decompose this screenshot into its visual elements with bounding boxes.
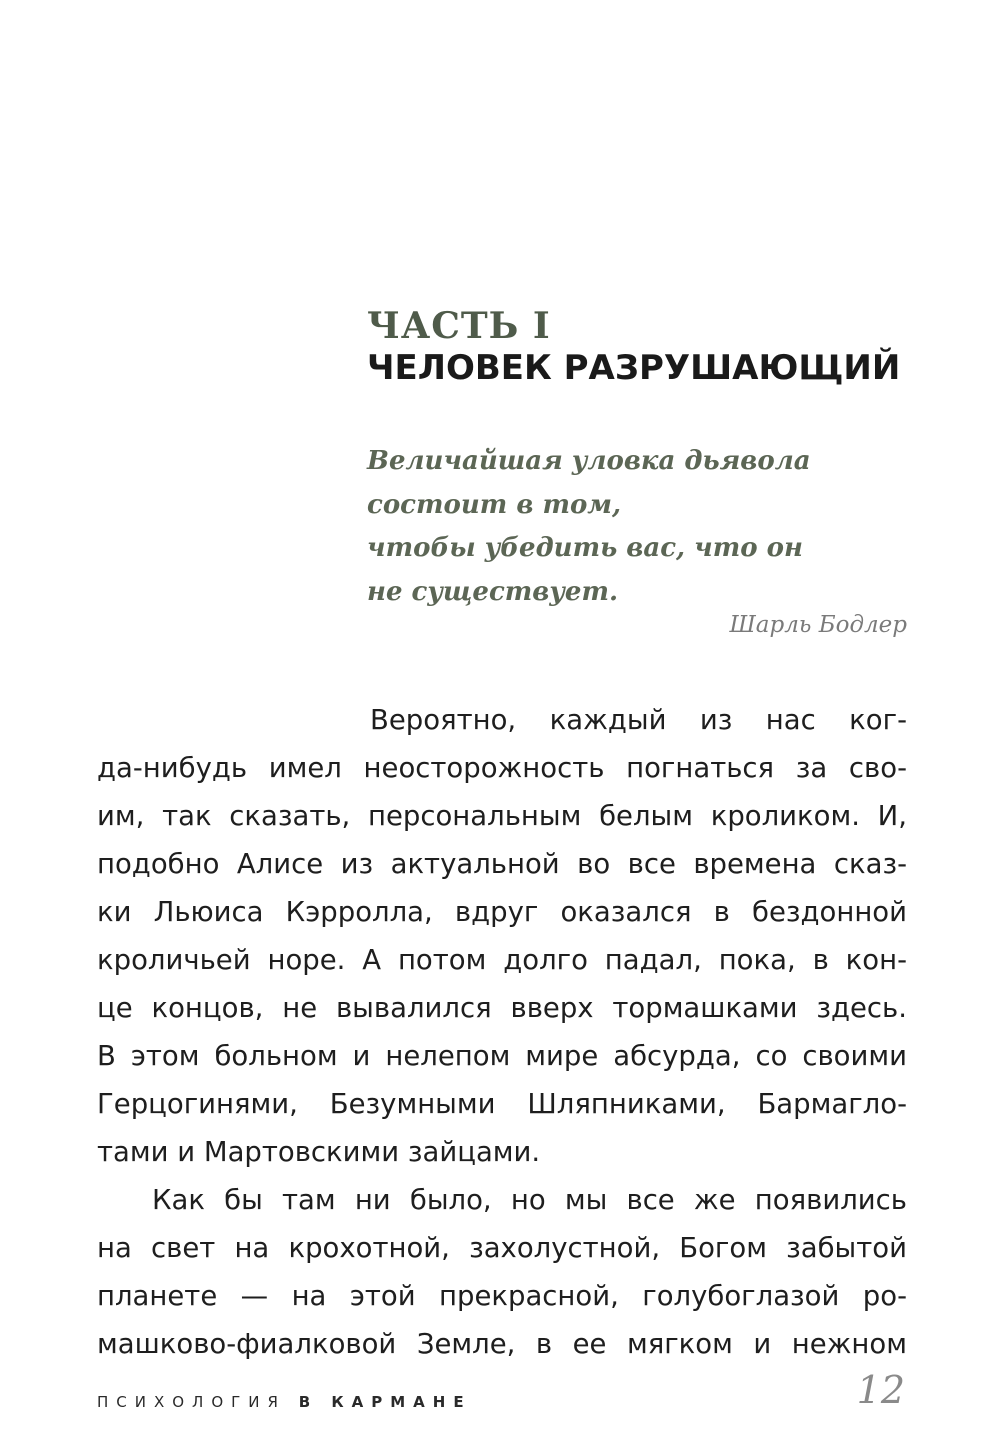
- epigraph-line: Величайшая уловка дьявола: [367, 446, 811, 476]
- text-line: тами и Мартовскими зайцами.: [97, 1136, 541, 1168]
- text-line: Вероятно, каждый из нас ког-: [370, 704, 907, 736]
- part-title: ЧЕЛОВЕК РАЗРУШАЮЩИЙ: [367, 348, 901, 388]
- text-line: Как бы там ни было, но мы все же появились: [152, 1184, 907, 1216]
- series-name-part2: В КАРМАНЕ: [298, 1393, 472, 1411]
- text-line: на свет на крохотной, захолустной, Богом забытой: [97, 1232, 907, 1264]
- series-name: [97, 1393, 472, 1411]
- text-line: подобно Алисе из актуальной во все времена сказ-: [97, 848, 907, 880]
- text-line: ки Льюиса Кэрролла, вдруг оказался в бездонной: [97, 896, 907, 928]
- text-line: кроличьей норе. А потом долго падал, пока, в кон-: [97, 944, 907, 976]
- text-line: це концов, не вывалился вверх тормашками здесь.: [97, 992, 907, 1024]
- text-line: В этом больном и нелепом мире абсурда, со своими: [97, 1040, 907, 1072]
- text-line: да-нибудь имел неосторожность погнаться за сво-: [97, 752, 907, 784]
- text-line: им, так сказать, персональным белым кроликом. И,: [97, 800, 907, 832]
- series-name-part1: ПСИХОЛОГИЯ: [97, 1393, 286, 1411]
- part-label: ЧАСТЬ I: [367, 305, 551, 347]
- text-line: планете — на этой прекрасной, голубоглазой ро-: [97, 1280, 907, 1312]
- body-text: [97, 696, 907, 1368]
- epigraph-line: чтобы убедить вас, что он: [367, 533, 803, 563]
- epigraph-line: состоит в том,: [367, 489, 622, 520]
- epigraph-author: Шарль Бодлер: [729, 612, 907, 638]
- text-line: машково-фиалковой Земле, в ее мягком и нежном: [97, 1328, 907, 1360]
- page-number: 12: [856, 1368, 905, 1412]
- text-line: Герцогинями, Безумными Шляпниками, Бармагло-: [97, 1088, 907, 1120]
- epigraph: [367, 440, 907, 638]
- epigraph-line: не существует.: [367, 576, 619, 607]
